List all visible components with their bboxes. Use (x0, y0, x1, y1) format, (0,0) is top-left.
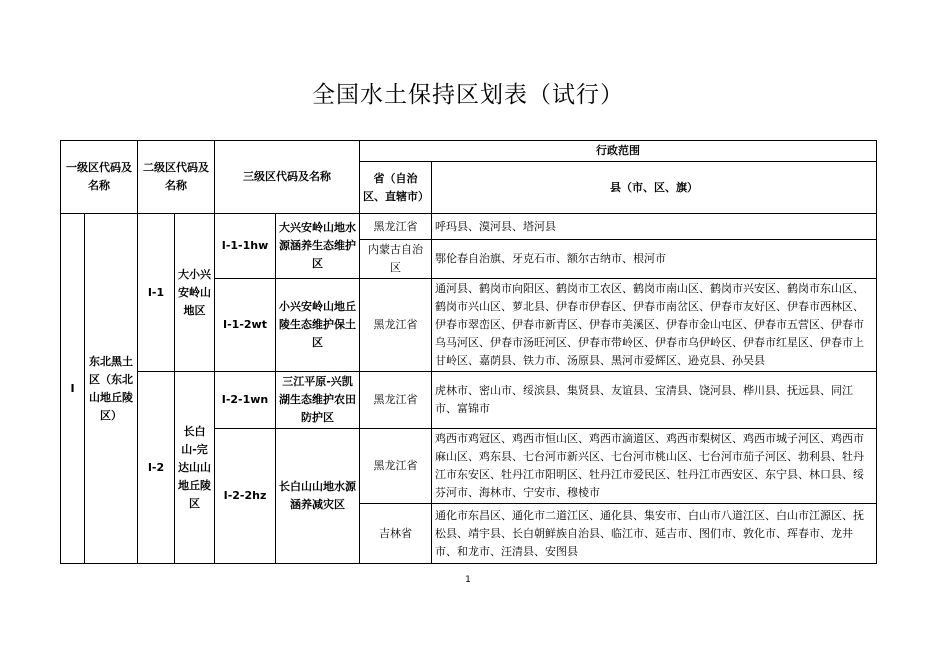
province-cell: 黑龙江省 (360, 279, 432, 372)
county-list: 呼玛县、漠河县、塔河县 (432, 214, 877, 240)
county-list: 鸡西市鸡冠区、鸡西市恒山区、鸡西市滴道区、鸡西市梨树区、鸡西市城子河区、鸡西市麻山区、鸡东县、七台河市新兴区、七台河市桃山区、七台河市茄子河区、勃利县、牡丹江市东安区、牡丹江市阳明区、牡丹江市爱民区、牡丹江市西安区、东宁县、林口县、绥芬河市、海林市、宁安市、穆棱市 (432, 429, 877, 504)
header-province: 省（自治区、直辖市） (360, 162, 432, 214)
level3-name: 大兴安岭山地水源涵养生态维护区 (276, 214, 360, 279)
header-level1: 一级区代码及名称 (61, 141, 138, 214)
level2-name: 大小兴安岭山地区 (175, 214, 215, 372)
level1-code: I (61, 214, 85, 564)
level3-code: I-2-2hz (215, 429, 276, 564)
county-list: 通河县、鹤岗市向阳区、鹤岗市工农区、鹤岗市南山区、鹤岗市兴安区、鹤岗市东山区、鹤岗市兴山区、萝北县、伊春市伊春区、伊春市南岔区、伊春市友好区、伊春市西林区、伊春市翠峦区、伊春市新青区、伊春市美溪区、伊春市金山屯区、伊春市五营区、伊春市乌马河区、伊春市汤旺河区、伊春市带岭区、伊春市乌伊岭区、伊春市红星区、伊春市上甘岭区、嘉荫县、铁力市、汤原县、黑河市爱辉区、逊克县、孙吴县 (432, 279, 877, 372)
county-list: 虎林市、密山市、绥滨县、集贤县、友谊县、宝清县、饶河县、桦川县、抚远县、同江市、富锦市 (432, 372, 877, 429)
level3-name: 小兴安岭山地丘陵生态维护保土区 (276, 279, 360, 372)
level3-code: I-2-1wn (215, 372, 276, 429)
county-list: 通化市东昌区、通化市二道江区、通化县、集安市、白山市八道江区、白山市江源区、抚松县、靖宇县、长白朝鲜族自治县、临江市、延吉市、图们市、敦化市、珲春市、龙井市、和龙市、汪清县、安图县 (432, 504, 877, 564)
province-cell: 黑龙江省 (360, 429, 432, 504)
page-number: 1 (465, 575, 471, 585)
level2-code: I-1 (138, 214, 175, 372)
province-cell: 吉林省 (360, 504, 432, 564)
province-cell: 黑龙江省 (360, 372, 432, 429)
header-level2: 二级区代码及名称 (138, 141, 215, 214)
level2-name: 长白山-完达山山地丘陵区 (175, 372, 215, 564)
level3-code: I-1-1hw (215, 214, 276, 279)
level2-code: I-2 (138, 372, 175, 564)
province-cell: 内蒙古自治区 (360, 240, 432, 279)
zoning-table (60, 140, 877, 564)
page-title: 全国水土保持区划表（试行） (312, 82, 624, 108)
county-list: 鄂伦春自治旗、牙克石市、额尔古纳市、根河市 (432, 240, 877, 279)
level1-name: 东北黑土区（东北山地丘陵区） (85, 214, 138, 564)
header-county: 县（市、区、旗） (432, 162, 877, 214)
header-admin-scope: 行政范围 (360, 141, 877, 162)
province-cell: 黑龙江省 (360, 214, 432, 240)
header-level3: 三级区代码及名称 (215, 141, 360, 214)
level3-name: 长白山山地水源涵养减灾区 (276, 429, 360, 564)
level3-code: I-1-2wt (215, 279, 276, 372)
level3-name: 三江平原-兴凯湖生态维护农田防护区 (276, 372, 360, 429)
